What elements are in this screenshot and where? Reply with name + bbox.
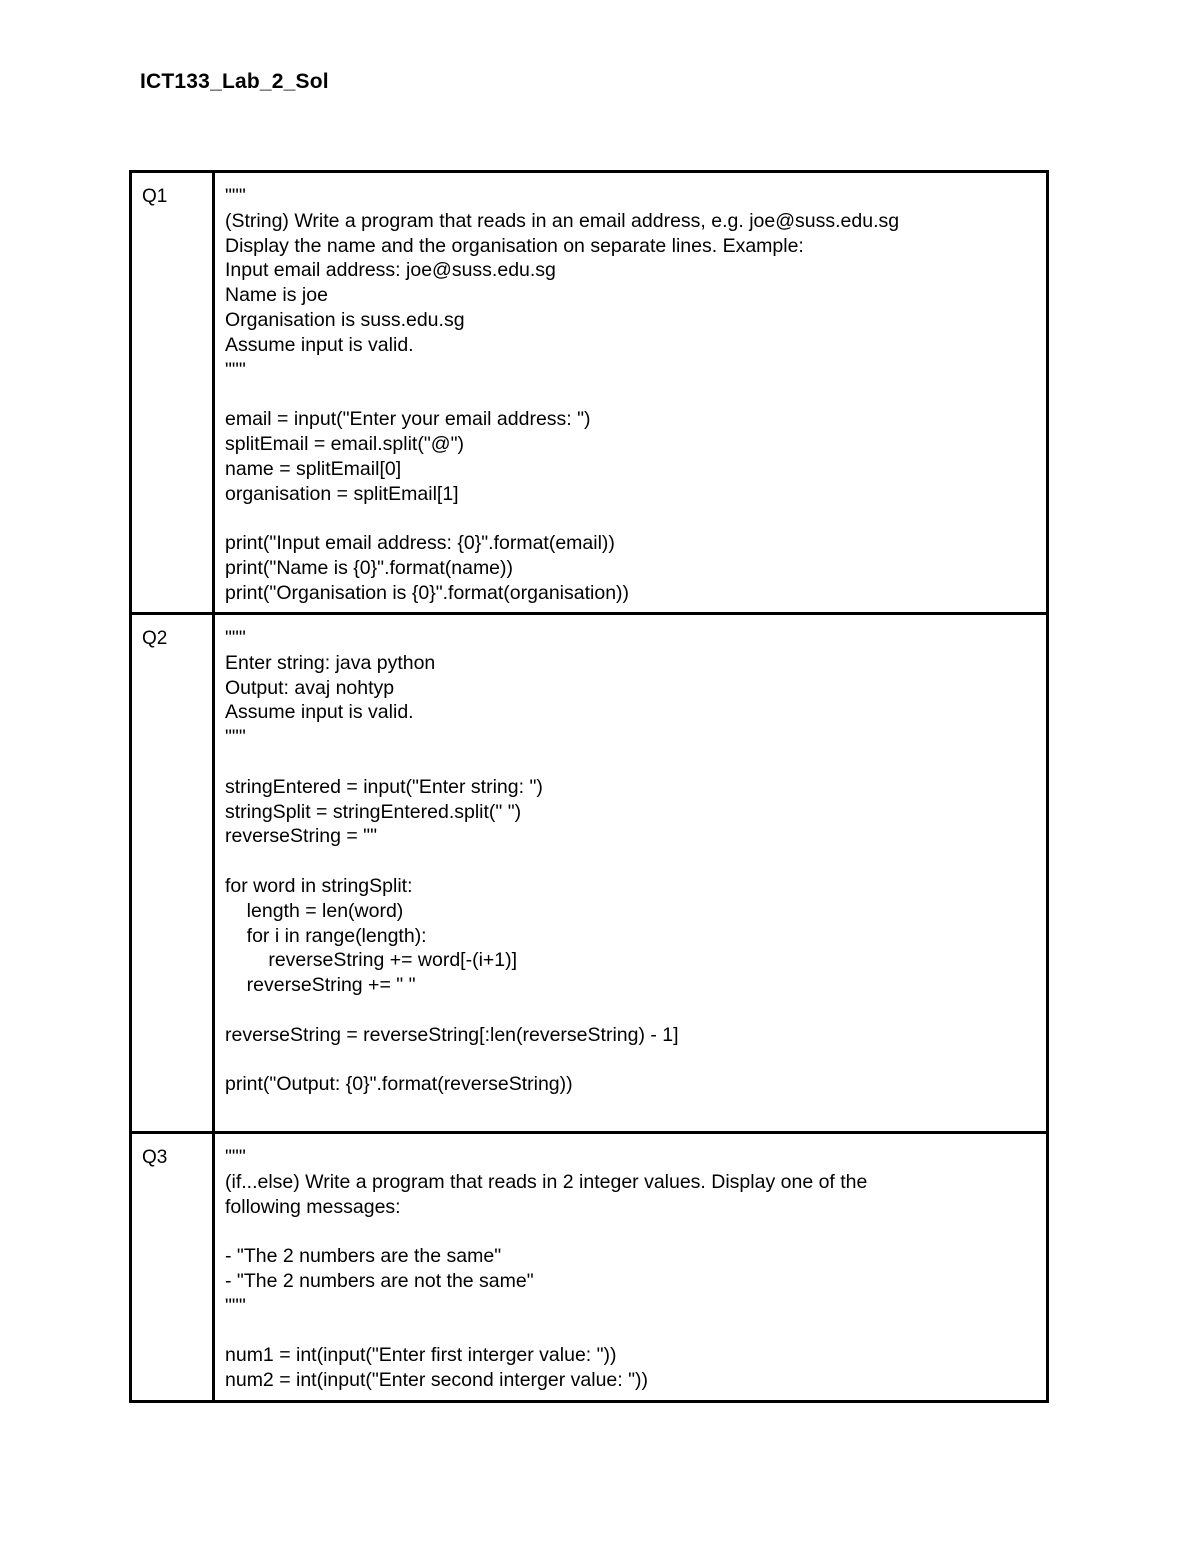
- solutions-table: [129, 170, 1049, 1403]
- question-row-q3: [131, 1133, 1048, 1402]
- question-label: Q3: [142, 1147, 168, 1168]
- question-row-q2: [131, 614, 1048, 1133]
- solution-code: """ Enter string: java python Output: avaj nohtyp Assume input is valid. """ stringEntered = input("Enter string: ") stringSplit = stringEntered.split(" ") reverseString = "" for word in stringSplit: length = len(word) for i in range(length): reverseString += word[-(i+1)] reverseString += " " reverseString = reverseString[:len(reverseString) - 1] print("Output: {0}".format(reverseString)): [225, 627, 679, 1096]
- question-label-cell: [131, 1133, 214, 1402]
- solution-code: """ (String) Write a program that reads in an email address, e.g. joe@suss.edu.sg Display the name and the organisation on separate lines. Example: Input email address: joe@suss.edu.sg Name is joe Organisation is suss.edu.sg Assume input is valid. """ email = input("Enter your email address: ") splitEmail = email.split("@") name = splitEmail[0] organisation = splitEmail[1] print("Input email address: {0}".format(email)) print("Name is {0}".format(name)) print("Organisation is {0}".format(organisation)): [225, 185, 900, 604]
- question-row-q1: [131, 172, 1048, 614]
- document-title: ICT133_Lab_2_Sol: [140, 70, 329, 93]
- question-label-cell: [131, 172, 214, 614]
- solution-code: """ (if...else) Write a program that reads in 2 integer values. Display one of the following messages: - "The 2 numbers are the same" - "The 2 numbers are not the same" """ num1 = int(input("Enter first interger value: ")) num2 = int(input("Enter second interger value: ")): [225, 1146, 868, 1392]
- question-label-cell: [131, 614, 214, 1133]
- question-label: Q1: [142, 186, 168, 207]
- question-label: Q2: [142, 628, 168, 649]
- solution-code-cell: [214, 614, 1048, 1133]
- solution-code-cell: [214, 1133, 1048, 1402]
- solution-code-cell: [214, 172, 1048, 614]
